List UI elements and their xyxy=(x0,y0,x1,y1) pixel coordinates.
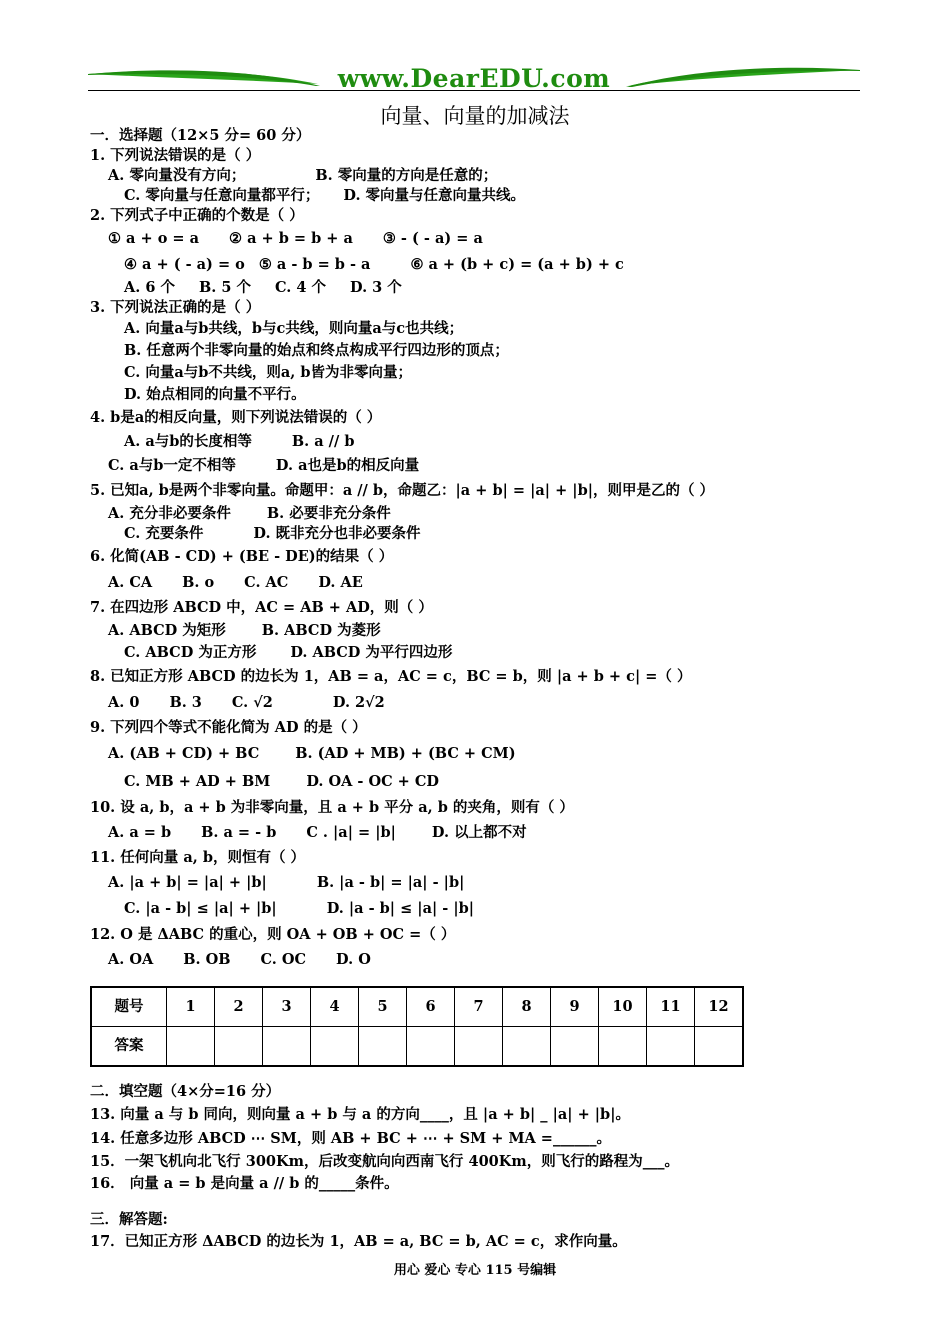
q5-option-c: C. 充要条件 xyxy=(124,525,204,542)
q5-option-d: D. 既非充分也非必要条件 xyxy=(253,525,421,542)
q11-option-d: D. |a - b| ≤ |a| - |b| xyxy=(326,900,475,917)
answer-cell[interactable] xyxy=(647,1027,695,1067)
section-2-title: 二．填空题（4×分=16 分） xyxy=(90,1083,281,1100)
answer-cell[interactable] xyxy=(359,1027,407,1067)
q8-stem: 8. 已知正方形 ABCD 的边长为 1，AB = a，AC = c，BC = b，则 |a + b + c| =（ ） xyxy=(90,668,692,685)
q15-text: 15．一架飞机向北飞行 300Km，后改变航向向西南飞行 400Km，则飞行的路程为___。 xyxy=(90,1153,679,1170)
q3-option-a: A. 向量a与b共线，b与c共线，则向量a与c也共线； xyxy=(124,320,464,337)
answer-table-number-label: 题号 xyxy=(91,987,167,1027)
section-3-title: 三．解答题: xyxy=(90,1211,168,1228)
q1-option-b: B. 零向量的方向是任意的； xyxy=(315,167,498,184)
q12-option-d: D. O xyxy=(336,951,371,968)
q14-text: 14. 任意多边形 ABCD ⋯ SM，则 AB + BC + ⋯ + SM + MA =______。 xyxy=(90,1130,611,1147)
q9-option-c: C. MB + AD + BM xyxy=(124,773,271,790)
page-title: 向量、向量的加减法 xyxy=(380,104,570,128)
q2-expr-2: ② a + b = b + a xyxy=(229,230,353,247)
site-name: www.DearEDU.com xyxy=(337,64,611,93)
q2-option-c: C. 4 个 xyxy=(274,279,327,296)
q6-stem: 6. 化简(AB - CD) + (BE - DE)的结果（ ） xyxy=(90,548,394,565)
q2-expr-1: ① a + o = a xyxy=(108,230,200,247)
answer-table-number: 7 xyxy=(455,987,503,1027)
q1-stem: 1. 下列说法错误的是（ ） xyxy=(90,147,261,164)
q4-stem: 4. b是a的相反向量，则下列说法错误的（ ） xyxy=(90,409,382,426)
q13-text: 13. 向量 a 与 b 同向，则向量 a + b 与 a 的方向____，且 |a + b| _ |a| + |b|。 xyxy=(90,1106,630,1123)
q17-text: 17．已知正方形 ΔABCD 的边长为 1，AB = a, BC = b, AC = c，求作向量。 xyxy=(90,1233,627,1250)
answer-table-number: 1 xyxy=(167,987,215,1027)
q11-option-b: B. |a - b| = |a| - |b| xyxy=(316,874,465,891)
q12-option-c: C. OC xyxy=(260,951,307,968)
answer-cell[interactable] xyxy=(407,1027,455,1067)
q12-stem: 12. O 是 ΔABC 的重心，则 OA + OB + OC =（ ） xyxy=(90,926,456,943)
q8-option-c: C. √2 xyxy=(231,694,273,711)
q2-option-a: A. 6 个 xyxy=(124,279,175,296)
q6-option-b: B. o xyxy=(182,574,215,591)
q2-option-b: B. 5 个 xyxy=(198,279,251,296)
answer-table-number: 10 xyxy=(599,987,647,1027)
answer-table-number: 9 xyxy=(551,987,599,1027)
q5-stem: 5. 已知a, b是两个非零向量。命题甲：a // b，命题乙：|a + b| = |a| + |b|，则甲是乙的（ ） xyxy=(90,482,715,499)
q7-option-b: B. ABCD 为菱形 xyxy=(261,622,381,639)
q10-option-a: A. a = b xyxy=(108,824,172,841)
page-footer: 用心 爱心 专心 115 号编辑 xyxy=(393,1263,557,1278)
section-1-title: 一．选择题（12×5 分= 60 分） xyxy=(90,127,311,144)
q1-option-d: D. 零向量与任意向量共线。 xyxy=(343,187,526,204)
q4-option-b: B. a // b xyxy=(291,433,355,450)
q8-option-a: A. 0 xyxy=(108,694,140,711)
answer-cell[interactable] xyxy=(215,1027,263,1067)
answer-table-answer-label: 答案 xyxy=(91,1027,167,1067)
q10-option-d: D. 以上都不对 xyxy=(431,824,527,841)
answer-cell[interactable] xyxy=(551,1027,599,1067)
q10-stem: 10. 设 a, b，a + b 为非零向量，且 a + b 平分 a, b 的夹角，则有（ ） xyxy=(90,799,574,816)
answer-table-number: 2 xyxy=(215,987,263,1027)
answer-cell[interactable] xyxy=(263,1027,311,1067)
q3-option-b: B. 任意两个非零向量的始点和终点构成平行四边形的顶点； xyxy=(124,342,509,359)
answer-table-header-row xyxy=(91,987,743,1027)
answer-table-number: 3 xyxy=(263,987,311,1027)
q9-option-b: B. (AD + MB) + (BC + CM) xyxy=(295,745,516,762)
answer-table xyxy=(90,986,744,1067)
q7-option-a: A. ABCD 为矩形 xyxy=(108,622,226,639)
q3-stem: 3. 下列说法正确的是（ ） xyxy=(90,299,261,316)
answer-table-number: 6 xyxy=(407,987,455,1027)
q10-option-b: B. a = - b xyxy=(201,824,277,841)
q4-option-a: A. a与b的长度相等 xyxy=(124,433,252,450)
q4-option-c: C. a与b一定不相等 xyxy=(108,457,236,474)
q9-stem: 9. 下列四个等式不能化简为 AD 的是（ ） xyxy=(90,719,367,736)
q4-option-d: D. a也是b的相反向量 xyxy=(275,457,420,474)
q9-option-a: A. (AB + CD) + BC xyxy=(108,745,260,762)
q6-option-d: D. AE xyxy=(318,574,363,591)
q2-stem: 2. 下列式子中正确的个数是（ ） xyxy=(90,207,304,224)
answer-cell[interactable] xyxy=(167,1027,215,1067)
q12-option-b: B. OB xyxy=(183,951,231,968)
q2-expr-3: ③ - ( - a) = a xyxy=(382,230,483,247)
q5-option-a: A. 充分非必要条件 xyxy=(108,505,231,522)
answer-table-number: 12 xyxy=(695,987,744,1027)
answer-table-number: 8 xyxy=(503,987,551,1027)
q1-option-a: A. 零向量没有方向； xyxy=(108,167,246,184)
answer-cell[interactable] xyxy=(695,1027,744,1067)
q16-text: 16． 向量 a = b 是向量 a // b 的_____条件。 xyxy=(90,1175,399,1192)
answer-cell[interactable] xyxy=(503,1027,551,1067)
q8-option-d: D. 2√2 xyxy=(332,694,385,711)
answer-cell[interactable] xyxy=(455,1027,503,1067)
q3-option-d: D. 始点相同的向量不平行。 xyxy=(124,386,306,403)
q2-expr-4: ④ a + ( - a) = o xyxy=(124,256,245,273)
q2-expr-5: ⑤ a - b = b - a xyxy=(258,256,371,273)
q11-stem: 11. 任何向量 a, b，则恒有（ ） xyxy=(90,849,305,866)
answer-cell[interactable] xyxy=(311,1027,359,1067)
q9-option-d: D. OA - OC + CD xyxy=(306,773,439,790)
q11-option-a: A. |a + b| = |a| + |b| xyxy=(108,874,267,891)
q5-option-b: B. 必要非充分条件 xyxy=(266,505,391,522)
answer-table-answer-row xyxy=(91,1027,743,1067)
answer-table-number: 5 xyxy=(359,987,407,1027)
q7-option-c: C. ABCD 为正方形 xyxy=(124,644,257,661)
answer-table-number: 11 xyxy=(647,987,695,1027)
q1-option-c: C. 零向量与任意向量都平行； xyxy=(124,187,320,204)
exam-content xyxy=(90,126,870,1253)
q6-option-c: C. AC xyxy=(244,574,289,591)
q2-option-d: D. 3 个 xyxy=(350,279,402,296)
q8-option-b: B. 3 xyxy=(169,694,202,711)
q12-option-a: A. OA xyxy=(108,951,154,968)
header-rule xyxy=(88,90,860,91)
answer-cell[interactable] xyxy=(599,1027,647,1067)
answer-table-number: 4 xyxy=(311,987,359,1027)
q3-option-c: C. 向量a与b不共线，则a, b皆为非零向量； xyxy=(124,364,413,381)
q10-option-c: C . |a| = |b| xyxy=(306,824,396,841)
q6-option-a: A. CA xyxy=(108,574,153,591)
q7-stem: 7. 在四边形 ABCD 中，AC = AB + AD，则（ ） xyxy=(90,599,433,616)
q11-option-c: C. |a - b| ≤ |a| + |b| xyxy=(124,900,277,917)
q7-option-d: D. ABCD 为平行四边形 xyxy=(290,644,453,661)
q2-expr-6: ⑥ a + (b + c) = (a + b) + c xyxy=(410,256,624,273)
